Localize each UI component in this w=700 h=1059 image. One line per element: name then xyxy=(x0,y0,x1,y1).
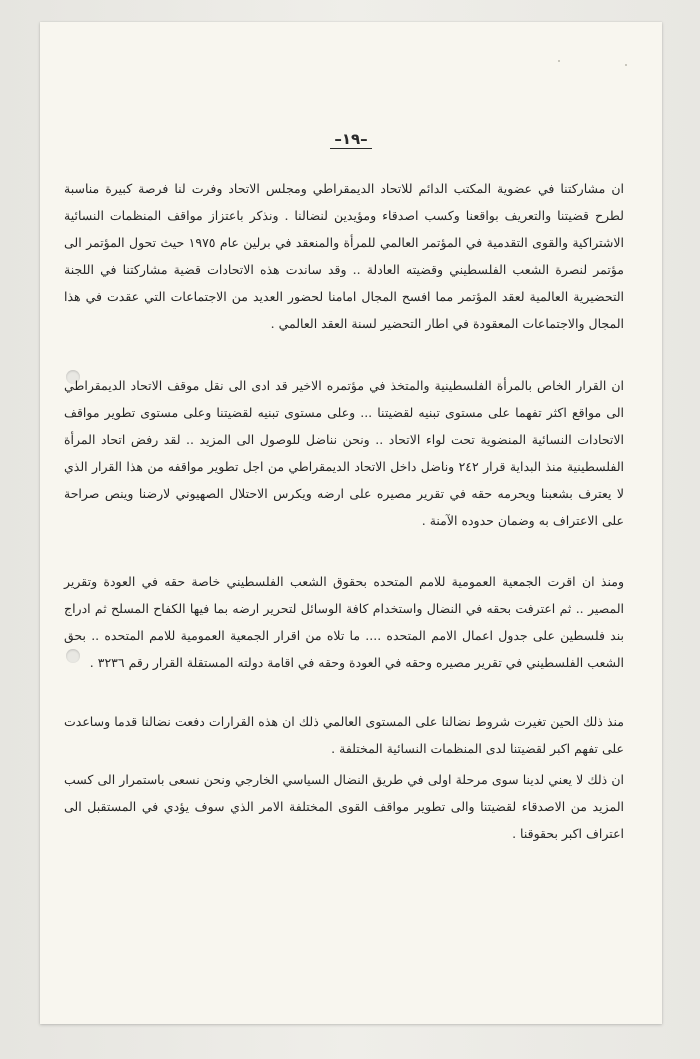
document-page xyxy=(40,22,662,1024)
paper-speck xyxy=(558,60,560,62)
paragraph-3: ومنذ ان اقرت الجمعية العمومية للامم المتحده بحقوق الشعب الفلسطيني خاصة حقه في العودة وتقرير المصير .. ثم اعترفت بحقه في النضال واستخدام كافة الوسائل لتحرير ارضه بما فيها الكفاح المسلح ثم ادراج بند فلسطين على جدول اعمال الامم المتحده .... ما تلاه من اقرار الجمعية العمومية للامم المتحده .. بحق الشعب الفلسطيني في تقرير مصيره وحقه في العودة وحقه في اقامة دولته المستقلة القرار رقم ٣٢٣٦ . xyxy=(64,574,624,670)
paragraph-2: ان القرار الخاص بالمرأة الفلسطينية والمتخذ في مؤتمره الاخير قد ادى الى نقل موقف الاتحاد الديمقراطي الى مواقع اكثر تفهما على مستوى تبنيه لقضيتنا ... وعلى مستوى تبنيه لقضيتنا وعلى مستوى تطوير مواقف الاتحادات النسائية المنضوية تحت لواء الاتحاد .. ونحن نناضل للوصول الى المزيد .. لقد رفض اتحاد المرأة الفلسطينية منذ البداية قرار ٢٤٢ وناضل داخل الاتحاد الديمقراطي من اجل تطوير مواقفه من هذا القرار الذي لا يعترف بشعبنا ويحرمه حقه في تقرير مصيره على ارضه ويكرس الاحتلال الصهيوني لارضنا وينص صراحة على الاعتراف به وضمان حدوده الآمنة . xyxy=(64,378,624,528)
paper-speck xyxy=(625,64,627,66)
paragraph-4: منذ ذلك الحين تغيرت شروط نضالنا على المستوى العالمي ذلك ان هذه القرارات دفعت نضالنا قدما وساعدت على تفهم اكبر لقضيتنا لدى المنظمات النسائية المختلفة . xyxy=(64,714,624,756)
page-number-text: –١٩– xyxy=(330,130,371,149)
page-number xyxy=(40,130,662,148)
paragraph-1: ان مشاركتنا في عضوية المكتب الدائم للاتحاد الديمقراطي ومجلس الاتحاد وفرت لنا فرصة كبيرة مناسبة لطرح قضيتنا والتعريف بواقعنا وكسب اصدقاء ومؤيدين لنضالنا . ونذكر باعتزاز مواقف المنظمات النسائية الاشتراكية والقوى التقدمية في المؤتمر العالمي للمرأة والمنعقد في برلين عام ١٩٧٥ حيث تحول المؤتمر الى مؤتمر لنصرة الشعب الفلسطيني وقضيته العادلة .. وقد ساندت هذه الاتحادات قضية مشاركتنا في اللجنة التحضيرية العالمية لعقد المؤتمر مما افسح المجال امامنا لحضور العديد من الاجتماعات التي عقدت في هذا المجال والاجتماعات المعقودة في اطار التحضير لسنة العقد العالمي . xyxy=(64,181,624,331)
paragraph-5: ان ذلك لا يعني لدينا سوى مرحلة اولى في طريق النضال السياسي الخارجي ونحن نسعى باستمرار الى كسب المزيد من الاصدقاء لقضيتنا والى تطوير مواقف القوى المختلفة الامر الذي سوف يؤدي في المستقبل الى اعتراف اكبر بحقوقنا . xyxy=(64,772,624,841)
